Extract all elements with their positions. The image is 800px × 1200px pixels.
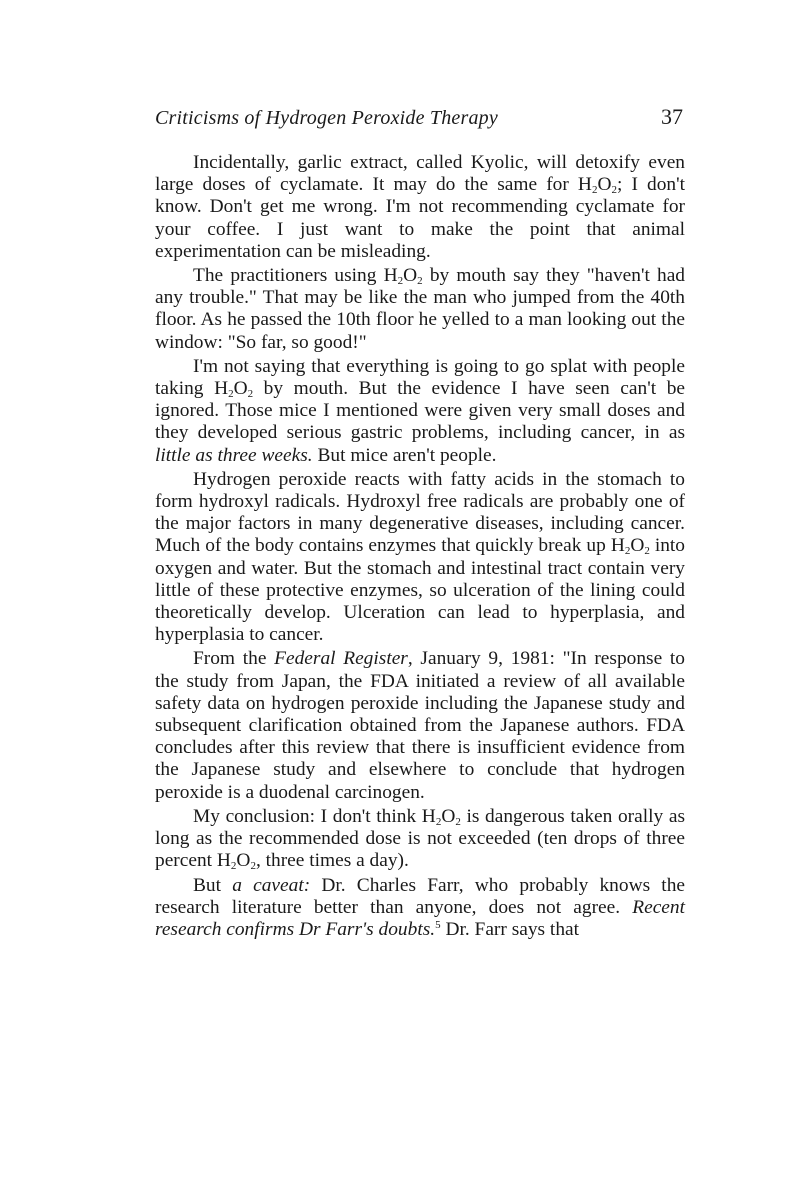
- text-run: But: [193, 874, 233, 896]
- formula-sub: 2: [591, 184, 598, 197]
- body-text: [155, 152, 685, 941]
- formula-sub: 2: [435, 815, 442, 828]
- formula-o: O: [233, 378, 248, 400]
- page-number: 37: [661, 104, 683, 129]
- text-run: Dr. Farr says that: [440, 918, 580, 940]
- paragraph-6: [155, 806, 685, 873]
- text-run: by mouth say they "haven't had any trouble." That may be like the man who jumped from the 40th floor. As he passed the 10th floor he yelled to a man looking out the window: "So far, so good!": [155, 265, 686, 353]
- text-run: into oxygen and water. But the stomach and intestinal tract contain very little of these protective enzymes, so ulceration of the lining could theoretically develop. Ulceration can lead to hyperplasia, and hyperplasia to cancer.: [155, 535, 685, 646]
- formula-h: H: [214, 378, 229, 400]
- formula-o: O: [597, 174, 612, 196]
- formula-sub: 2: [624, 545, 631, 558]
- text-run: Dr. Charles Farr, who probably knows the research literature better than anyone, does not agree.: [155, 874, 685, 918]
- emphasis-text: Recent research confirms Dr Farr's doubts.: [155, 896, 685, 940]
- book-page: [155, 104, 685, 941]
- formula-h: H: [421, 805, 436, 827]
- paragraph-3: [155, 356, 685, 467]
- paragraph-2: [155, 265, 685, 354]
- text-run: ; I don't know. Don't get me wrong. I'm not recommending cyclamate for your coffee. I just want to make the point that animal experimentation can be misleading.: [155, 174, 685, 262]
- formula-sub: 2: [250, 860, 256, 873]
- h2o2-formula: [422, 806, 461, 827]
- text-run: From the: [193, 648, 275, 670]
- formula-sub: 2: [247, 388, 254, 401]
- formula-o: O: [236, 850, 251, 872]
- footnote-marker[interactable]: 5: [435, 918, 441, 931]
- formula-h: H: [610, 535, 625, 557]
- h2o2-formula: [217, 850, 256, 871]
- paragraph-5: [155, 648, 685, 803]
- formula-sub: 2: [397, 275, 404, 288]
- text-run: My conclusion: I don't think: [193, 805, 422, 827]
- formula-sub: 2: [230, 860, 237, 873]
- formula-sub: 2: [228, 388, 234, 401]
- text-run: Hydrogen peroxide reacts with fatty acids in the stomach to form hydroxyl radicals. Hydroxyl free radicals are probably one of the major factors in many degenerative diseases, including cancer. Much of the body contains enzymes that quickly break up: [155, 468, 685, 557]
- h2o2-formula: [384, 265, 423, 286]
- formula-h: H: [577, 174, 592, 196]
- formula-sub: 2: [611, 184, 617, 197]
- text-run: is dangerous taken orally as long as the recommended dose is not exceeded (ten drops of three percent: [155, 805, 685, 872]
- formula-h: H: [383, 265, 398, 287]
- formula-o: O: [441, 805, 456, 827]
- paragraph-7: [155, 875, 685, 942]
- text-run: , three times a day).: [255, 850, 409, 872]
- h2o2-formula: [611, 535, 650, 556]
- formula-sub: 2: [455, 815, 461, 828]
- formula-o: O: [630, 535, 645, 557]
- emphasis-text: little as three weeks.: [155, 444, 313, 466]
- formula-sub: 2: [417, 275, 423, 288]
- paragraph-1: [155, 152, 685, 263]
- emphasis-text: a caveat:: [232, 874, 311, 896]
- text-run: by mouth. But the evidence I have seen can't be ignored. Those mice I mentioned were given very small doses and they developed serious gastric problems, including cancer, in as: [155, 378, 685, 444]
- text-run: Incidentally, garlic extract, called Kyolic, will detoxify even large doses of cyclamate. It may do the same for: [155, 152, 685, 196]
- text-run: But mice aren't people.: [312, 444, 497, 466]
- h2o2-formula: [578, 174, 617, 195]
- running-title: Criticisms of Hydrogen Peroxide Therapy: [155, 107, 498, 129]
- text-run: I'm not saying that everything is going to go splat with people taking: [155, 355, 685, 400]
- text-run: The practitioners using: [193, 265, 384, 287]
- emphasis-text: Federal Register: [274, 648, 408, 670]
- formula-o: O: [403, 265, 418, 287]
- text-run: , January 9, 1981: "In response to the study from Japan, the FDA initiated a review of all available safety data on hydrogen peroxide including the Japanese study and subsequent clarification obtained from the Japanese authors. FDA concludes after this review that there is insufficient evidence from the Japanese study and elsewhere to conclude that hydrogen peroxide is a duodenal carcinogen.: [155, 648, 685, 803]
- h2o2-formula: [214, 378, 253, 399]
- paragraph-4: [155, 469, 685, 647]
- formula-sub: 2: [644, 545, 650, 558]
- running-head: [155, 104, 685, 138]
- formula-h: H: [216, 850, 231, 872]
